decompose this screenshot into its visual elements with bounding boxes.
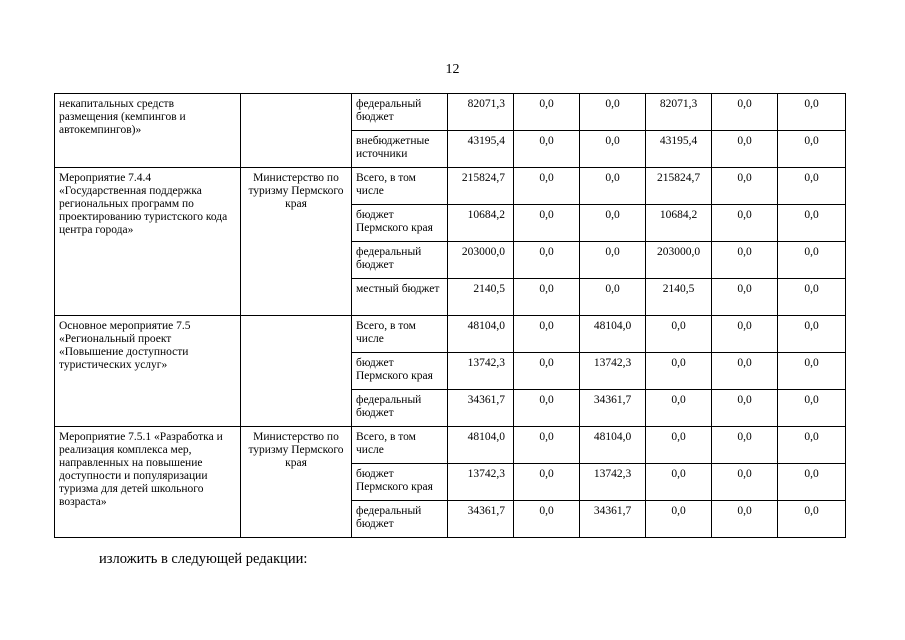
year-amount-cell: 0,0	[712, 501, 778, 538]
funding-source-cell: местный бюджет	[352, 279, 448, 316]
year-amount-cell: 0,0	[580, 279, 646, 316]
year-amount-cell: 13742,3	[580, 353, 646, 390]
year-amount-cell: 0,0	[712, 205, 778, 242]
year-amount-cell: 0,0	[646, 316, 712, 353]
funding-source-cell: федеральный бюджет	[352, 242, 448, 279]
funding-source-cell: Всего, в том числе	[352, 316, 448, 353]
year-amount-cell: 0,0	[646, 427, 712, 464]
year-amount-cell: 0,0	[646, 390, 712, 427]
executor-cell	[241, 316, 352, 427]
funding-source-cell: федеральный бюджет	[352, 390, 448, 427]
year-amount-cell: 0,0	[580, 131, 646, 168]
year-amount-cell: 0,0	[778, 168, 846, 205]
year-amount-cell: 0,0	[580, 94, 646, 131]
year-amount-cell: 82071,3	[646, 94, 712, 131]
year-amount-cell: 0,0	[778, 279, 846, 316]
executor-cell: Министерство по туризму Пермского края	[241, 168, 352, 316]
year-amount-cell: 0,0	[712, 464, 778, 501]
year-amount-cell: 0,0	[646, 464, 712, 501]
table-row	[55, 427, 846, 464]
year-amount-cell: 48104,0	[580, 427, 646, 464]
budget-table-body	[55, 94, 846, 538]
year-amount-cell: 0,0	[514, 316, 580, 353]
year-amount-cell: 0,0	[712, 168, 778, 205]
year-amount-cell: 0,0	[712, 242, 778, 279]
funding-source-cell: бюджет Пермского края	[352, 464, 448, 501]
activity-name-cell: некапитальных средств размещения (кемпингов и автокемпингов)»	[55, 94, 241, 168]
year-amount-cell: 215824,7	[646, 168, 712, 205]
year-amount-cell: 0,0	[514, 279, 580, 316]
year-amount-cell: 0,0	[514, 205, 580, 242]
year-amount-cell: 0,0	[712, 353, 778, 390]
year-amount-cell: 0,0	[778, 501, 846, 538]
year-amount-cell: 0,0	[514, 242, 580, 279]
year-amount-cell: 0,0	[580, 168, 646, 205]
year-amount-cell: 0,0	[778, 205, 846, 242]
year-amount-cell: 34361,7	[580, 390, 646, 427]
year-amount-cell: 0,0	[514, 390, 580, 427]
year-amount-cell: 34361,7	[580, 501, 646, 538]
funding-source-cell: федеральный бюджет	[352, 501, 448, 538]
year-amount-cell: 13742,3	[580, 464, 646, 501]
funding-source-cell: Всего, в том числе	[352, 168, 448, 205]
funding-source-cell: внебюджетные источники	[352, 131, 448, 168]
total-amount-cell: 203000,0	[448, 242, 514, 279]
funding-source-cell: федеральный бюджет	[352, 94, 448, 131]
total-amount-cell: 215824,7	[448, 168, 514, 205]
year-amount-cell: 0,0	[514, 353, 580, 390]
total-amount-cell: 82071,3	[448, 94, 514, 131]
year-amount-cell: 48104,0	[580, 316, 646, 353]
activity-name-cell: Мероприятие 7.5.1 «Разработка и реализация комплекса мер, направленных на повышение доступности и популяризации туризма для детей школьного возраста»	[55, 427, 241, 538]
year-amount-cell: 0,0	[778, 353, 846, 390]
year-amount-cell: 0,0	[778, 316, 846, 353]
activity-name-cell: Основное мероприятие 7.5 «Региональный проект «Повышение доступности туристических услуг»	[55, 316, 241, 427]
year-amount-cell: 0,0	[514, 94, 580, 131]
table-row	[55, 168, 846, 205]
executor-cell: Министерство по туризму Пермского края	[241, 427, 352, 538]
year-amount-cell: 0,0	[712, 427, 778, 464]
year-amount-cell: 0,0	[778, 427, 846, 464]
table-row	[55, 94, 846, 131]
year-amount-cell: 0,0	[580, 242, 646, 279]
year-amount-cell: 0,0	[712, 316, 778, 353]
funding-source-cell: Всего, в том числе	[352, 427, 448, 464]
budget-table	[54, 93, 846, 538]
year-amount-cell: 0,0	[712, 94, 778, 131]
table-row	[55, 316, 846, 353]
footer-text: изложить в следующей редакции:	[99, 551, 308, 567]
total-amount-cell: 13742,3	[448, 353, 514, 390]
year-amount-cell: 0,0	[778, 94, 846, 131]
funding-source-cell: бюджет Пермского края	[352, 205, 448, 242]
year-amount-cell: 0,0	[514, 168, 580, 205]
year-amount-cell: 0,0	[514, 427, 580, 464]
page-number: 12	[445, 62, 460, 77]
year-amount-cell: 0,0	[778, 464, 846, 501]
year-amount-cell: 0,0	[712, 131, 778, 168]
year-amount-cell: 0,0	[580, 205, 646, 242]
year-amount-cell: 0,0	[514, 131, 580, 168]
total-amount-cell: 48104,0	[448, 427, 514, 464]
year-amount-cell: 0,0	[646, 353, 712, 390]
total-amount-cell: 10684,2	[448, 205, 514, 242]
year-amount-cell: 43195,4	[646, 131, 712, 168]
year-amount-cell: 203000,0	[646, 242, 712, 279]
total-amount-cell: 13742,3	[448, 464, 514, 501]
total-amount-cell: 48104,0	[448, 316, 514, 353]
total-amount-cell: 43195,4	[448, 131, 514, 168]
total-amount-cell: 34361,7	[448, 501, 514, 538]
year-amount-cell: 0,0	[778, 390, 846, 427]
year-amount-cell: 0,0	[514, 464, 580, 501]
year-amount-cell: 0,0	[778, 242, 846, 279]
year-amount-cell: 2140,5	[646, 279, 712, 316]
executor-cell	[241, 94, 352, 168]
year-amount-cell: 0,0	[646, 501, 712, 538]
year-amount-cell: 0,0	[778, 131, 846, 168]
activity-name-cell: Мероприятие 7.4.4 «Государственная поддержка региональных программ по проектированию туристского кода центра города»	[55, 168, 241, 316]
year-amount-cell: 0,0	[514, 501, 580, 538]
year-amount-cell: 0,0	[712, 279, 778, 316]
year-amount-cell: 10684,2	[646, 205, 712, 242]
total-amount-cell: 2140,5	[448, 279, 514, 316]
funding-source-cell: бюджет Пермского края	[352, 353, 448, 390]
total-amount-cell: 34361,7	[448, 390, 514, 427]
year-amount-cell: 0,0	[712, 390, 778, 427]
